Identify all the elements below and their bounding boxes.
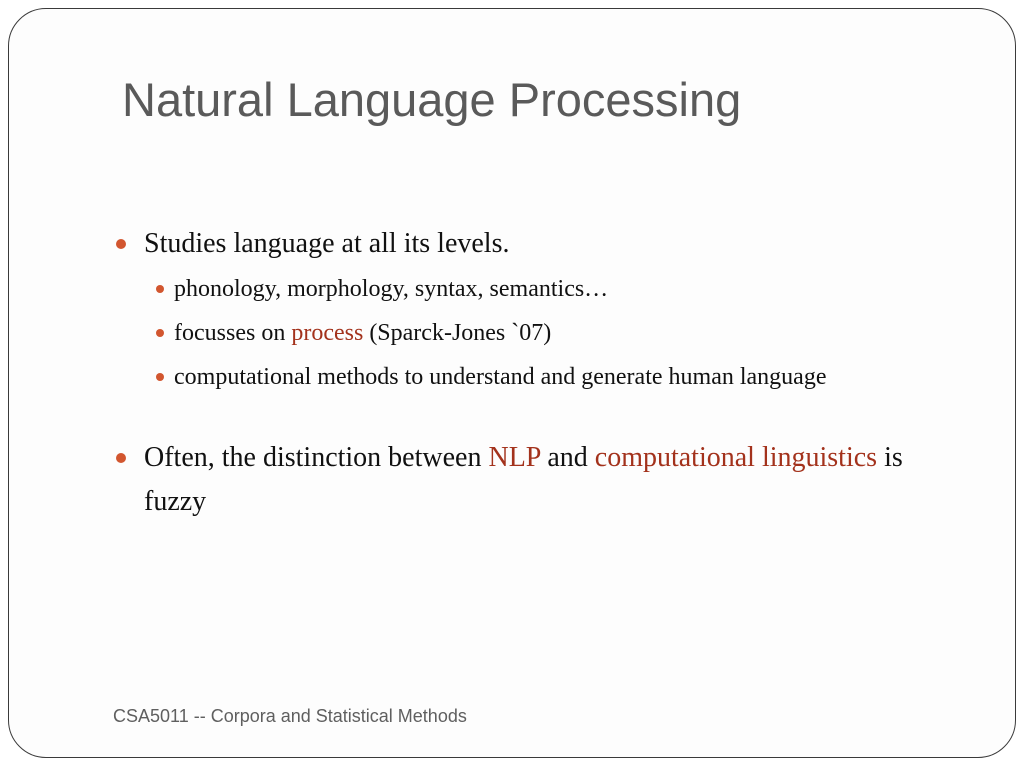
bullet-text: Studies language at all its levels. [144,228,510,259]
slide-content [110,222,910,524]
highlight-computational-linguistics: computational linguistics [594,442,878,473]
slide-footer: CSA5011 -- Corpora and Statistical Methods [113,706,467,726]
sub-bullet-list [110,269,910,398]
bullet-dot-icon [156,373,164,381]
sub-bullet-text-before: focusses on [174,320,292,346]
sub-bullet-text-after: (Sparck-Jones `07) [363,320,552,346]
sub-bullet-text: phonology, morphology, syntax, semantics… [174,276,609,302]
highlight-process: process [291,320,364,346]
bullet-dot-icon [116,453,126,463]
bullet-dot-icon [156,285,164,293]
highlight-nlp: NLP [488,442,541,473]
bullet-text-after: is fuzzy [144,442,903,517]
sub-bullet-item-levels [140,269,910,310]
sub-bullet-item-process [140,313,910,354]
bullet-dot-icon [116,239,126,249]
bullet-dot-icon [156,329,164,337]
bullet-item-distinction [110,436,910,524]
sub-bullet-item-methods [140,357,910,398]
bullet-text-middle: and [540,442,595,473]
bullet-item-levels [110,222,910,266]
sub-bullet-text: computational methods to understand and generate human language [174,364,827,390]
spacer [110,398,910,436]
slide-title: Natural Language Processing [122,73,742,126]
bullet-text-before: Often, the distinction between [144,442,489,473]
